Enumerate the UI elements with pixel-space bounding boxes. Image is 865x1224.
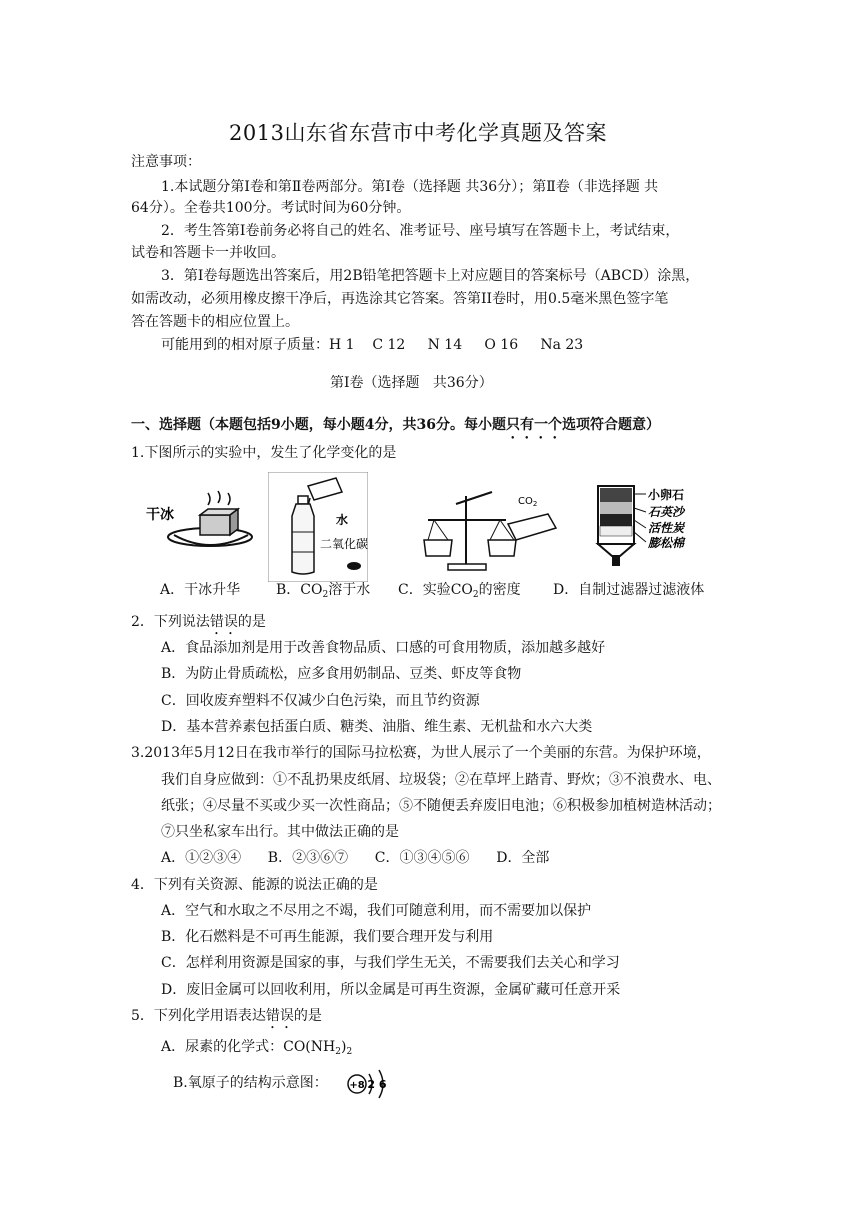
q3-options: A．①②③④ B．②③⑥⑦ C．①③④⑤⑥ D．全部 bbox=[161, 850, 550, 866]
notice-line-2: 64分）。全卷共100分。考试时间为60分钟。 bbox=[131, 200, 411, 216]
q3-line-1: 3.2013年5月12日在我市举行的国际马拉松赛，为世人展示了一个美丽的东营。为保护环境， bbox=[131, 745, 711, 761]
q2-stem-pre: 2．下列说法 bbox=[131, 614, 210, 630]
q2-option-d: D．基本营养素包括蛋白质、糖类、油脂、维生素、无机盐和水六大类 bbox=[161, 719, 593, 735]
notice-line-6: 如需改动，必须用橡皮擦干净后，再选涂其它答案。答第II卷时，用0.5毫米黑色签字笔 bbox=[131, 291, 669, 307]
notice-line-7: 答在答题卡的相应位置上。 bbox=[131, 314, 299, 330]
dry-ice-figure bbox=[140, 485, 255, 557]
q4-option-c: C．怎样利用资源是国家的事，与我们学生无关，不需要我们去关心和学习 bbox=[161, 955, 620, 971]
co2-gas-label: $CO_2$ bbox=[518, 496, 538, 508]
q2-option-b: B．为防止骨质疏松，应多食用奶制品、豆类、虾皮等食物 bbox=[161, 666, 522, 682]
q5-option-a bbox=[161, 1037, 352, 1062]
q1-option-d: D．自制过滤器过滤液体 bbox=[553, 582, 705, 598]
q2-stem bbox=[131, 612, 266, 638]
cotton-label: 膨松棉 bbox=[648, 536, 685, 550]
q2-option-a: A．食品添加剂是用于改善食物品质、口感的可食用物质，添加越多越好 bbox=[161, 640, 606, 656]
balance-figure bbox=[418, 478, 568, 578]
sand-label: 石英沙 bbox=[648, 505, 685, 519]
q1-option-c-sub: 2 bbox=[472, 590, 479, 600]
q1-option-b-sub: 2 bbox=[322, 590, 329, 600]
q1-option-b bbox=[276, 580, 370, 605]
q1-stem: 1.下图所示的实验中，发生了化学变化的是 bbox=[131, 445, 397, 461]
q1-option-c-pre: C．实验CO bbox=[398, 582, 473, 598]
notice-line-1: 1.本试题分第Ⅰ卷和第Ⅱ卷两部分。第Ⅰ卷（选择题 共36分）；第Ⅱ卷（非选择题 共 bbox=[161, 179, 659, 195]
part1-heading-post: 选项符合题意） bbox=[561, 417, 660, 433]
q3-line-3: 纸张；④尽量不买或少买一次性商品；⑤不随便丢弃废旧电池；⑥积极参加植树造林活动； bbox=[161, 798, 721, 814]
oxygen-atom-diagram bbox=[345, 1066, 395, 1102]
carbon-label: 活性炭 bbox=[648, 521, 685, 535]
q4-option-b: B．化石燃料是不可再生能源，我们要合理开发与利用 bbox=[161, 929, 494, 945]
q1-option-b-post: 溶于水 bbox=[328, 582, 371, 598]
q1-option-a: A．干冰升华 bbox=[160, 582, 241, 598]
q5-option-a-mid: ) bbox=[340, 1039, 347, 1055]
co2-bottle-figure bbox=[268, 472, 368, 582]
q5-stem bbox=[131, 1006, 322, 1032]
atomic-mass-line: 可能用到的相对原子质量：H 1 C 12 N 14 O 16 Na 23 bbox=[161, 337, 584, 353]
q1-option-c-post: 的密度 bbox=[478, 582, 521, 598]
q3-line-2: 我们自身应做到：①不乱扔果皮纸屑、垃圾袋；②在草坪上踏青、野炊；③不浪费水、电、 bbox=[161, 772, 721, 788]
notice-line-4: 试卷和答题卡一并收回。 bbox=[131, 245, 285, 261]
q5-option-a-sub2: 2 bbox=[346, 1047, 353, 1057]
q3-line-4: ⑦只坐私家车出行。其中做法正确的是 bbox=[161, 824, 399, 840]
q2-option-c: C．回收废弃塑料不仅减少白色污染，而且节约资源 bbox=[161, 693, 480, 709]
atom-nucleus-label: +8 bbox=[349, 1080, 365, 1091]
pebble-label: 小卵石 bbox=[648, 488, 685, 502]
q5-stem-emph: 错误 bbox=[265, 1008, 294, 1024]
part1-heading-emph: 只有一个 bbox=[505, 417, 562, 433]
part1-heading-pre: 一、选择题（本题包括9小题，每小题4分，共36分。每小题 bbox=[131, 417, 506, 433]
atom-shells-label: 2 6 bbox=[367, 1078, 387, 1091]
q4-option-d: D．废旧金属可以回收利用，所以金属是可再生资源，金属矿藏可任意开采 bbox=[161, 982, 621, 998]
part1-heading bbox=[131, 415, 660, 442]
notice-line-5: 3．第Ⅰ卷每题选出答案后，用2B铅笔把答题卡上对应题目的答案标号（ABCD）涂黑， bbox=[161, 268, 700, 284]
water-label: 水 bbox=[336, 513, 349, 527]
q5-option-a-sub1: 2 bbox=[335, 1047, 341, 1057]
q2-stem-post: 的是 bbox=[237, 614, 266, 630]
co2-bottle-label: 二氧化碳 bbox=[320, 537, 368, 551]
q5-option-b: B.氧原子的结构示意图： bbox=[173, 1075, 328, 1091]
filter-figure bbox=[594, 480, 709, 575]
q1-option-c bbox=[398, 580, 521, 605]
q1-option-b-pre: B．CO bbox=[276, 582, 323, 598]
page-title: 2013山东省东营市中考化学真题及答案 bbox=[229, 121, 607, 145]
notice-line-3: 2．考生答第Ⅰ卷前务必将自己的姓名、准考证号、座号填写在答题卡上，考试结束， bbox=[161, 223, 680, 239]
q2-stem-emph: 错误 bbox=[209, 614, 238, 630]
q4-option-a: A．空气和水取之不尽用之不竭，我们可随意利用，而不需要加以保护 bbox=[161, 903, 592, 919]
section-title: 第Ⅰ卷（选择题 共36分） bbox=[330, 375, 493, 391]
q5-stem-pre: 5．下列化学用语表达 bbox=[131, 1008, 266, 1024]
q5-option-a-pre: A．尿素的化学式：CO(NH bbox=[161, 1039, 336, 1055]
dry-ice-label: 干冰 bbox=[146, 507, 174, 523]
q4-stem: 4．下列有关资源、能源的说法正确的是 bbox=[131, 877, 378, 893]
q5-stem-post: 的是 bbox=[293, 1008, 322, 1024]
notice-heading: 注意事项： bbox=[131, 154, 201, 170]
